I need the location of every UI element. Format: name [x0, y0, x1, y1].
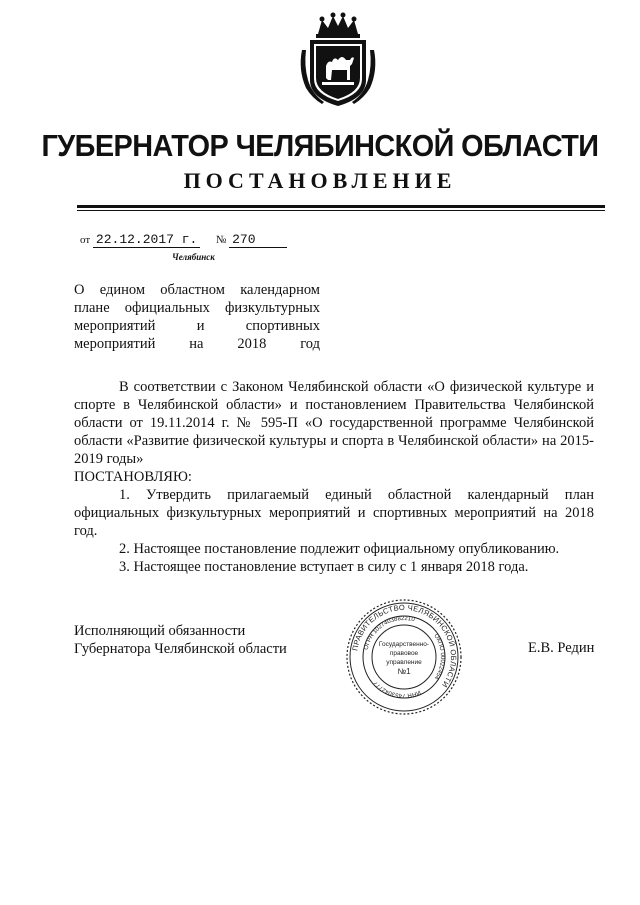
seal-inner-line-3: управление: [386, 659, 422, 666]
city-label: Челябинск: [172, 252, 215, 262]
decree-word: ПОСТАНОВЛЯЮ:: [74, 469, 192, 485]
position-line-1: Исполняющий обязанности: [74, 623, 246, 639]
date-number-line: [80, 232, 287, 248]
official-seal-icon: [345, 598, 463, 716]
seal-inn: ИНН 7453042777: [372, 679, 422, 699]
document-number: 270: [229, 232, 287, 248]
svg-text:ОКПО 00022454: [432, 633, 445, 681]
document-date: 22.12.2017 г.: [93, 232, 200, 248]
decree-item: 2. Настоящее постановление подлежит официальному опубликованию.: [119, 541, 560, 557]
seal-inner-line-4: №1: [397, 667, 411, 676]
seal-ogrn: ОГРН 1027403882210: [363, 615, 416, 651]
preamble-paragraph: В соответствии с Законом Челябинской области «О физической культуре и спорте в Челябинской области» и постановлением Правительства Челябинской области от 19.11.2014 г. № 595-П «О государственной программе Челябинской области «Развитие физической культуры и спорта в Челябинской области» на 2015-2019 годы»: [74, 379, 594, 467]
document-body: [74, 378, 594, 576]
seal-inner-line-1: Государственно-: [378, 641, 430, 648]
decree-item: 1. Утвердить прилагаемый единый областной календарный план официальных физкультурных мероприятий и спортивных мероприятий на 2018 год.: [74, 487, 594, 539]
seal-inner-line-2: правовое: [389, 650, 419, 657]
coat-of-arms-icon: [296, 10, 380, 110]
header-divider: [77, 205, 605, 208]
seal-outer-text: ПРАВИТЕЛЬСТВО ЧЕЛЯБИНСКОЙ ОБЛАСТИ: [350, 602, 459, 690]
signatory-name: Е.В. Редин: [528, 640, 595, 656]
signatory-position: [74, 622, 287, 658]
header-divider-thin: [77, 210, 605, 211]
decree-item: 3. Настоящее постановление вступает в силу с 1 января 2018 года.: [119, 559, 529, 575]
document-type: ПОСТАНОВЛЕНИЕ: [183, 168, 457, 193]
from-label: от: [80, 234, 91, 246]
position-line-2: Губернатора Челябинской области: [74, 641, 287, 657]
document-subject: О едином областном календарном плане официальных физкультурных мероприятий и спортивных мероприятий на 2018 год: [74, 282, 320, 352]
number-label: №: [215, 234, 227, 246]
document-title: ГУБЕРНАТОР ЧЕЛЯБИНСКОЙ ОБЛАСТИ: [41, 128, 599, 163]
seal-okpo: ОКПО 00022454: [432, 633, 446, 681]
